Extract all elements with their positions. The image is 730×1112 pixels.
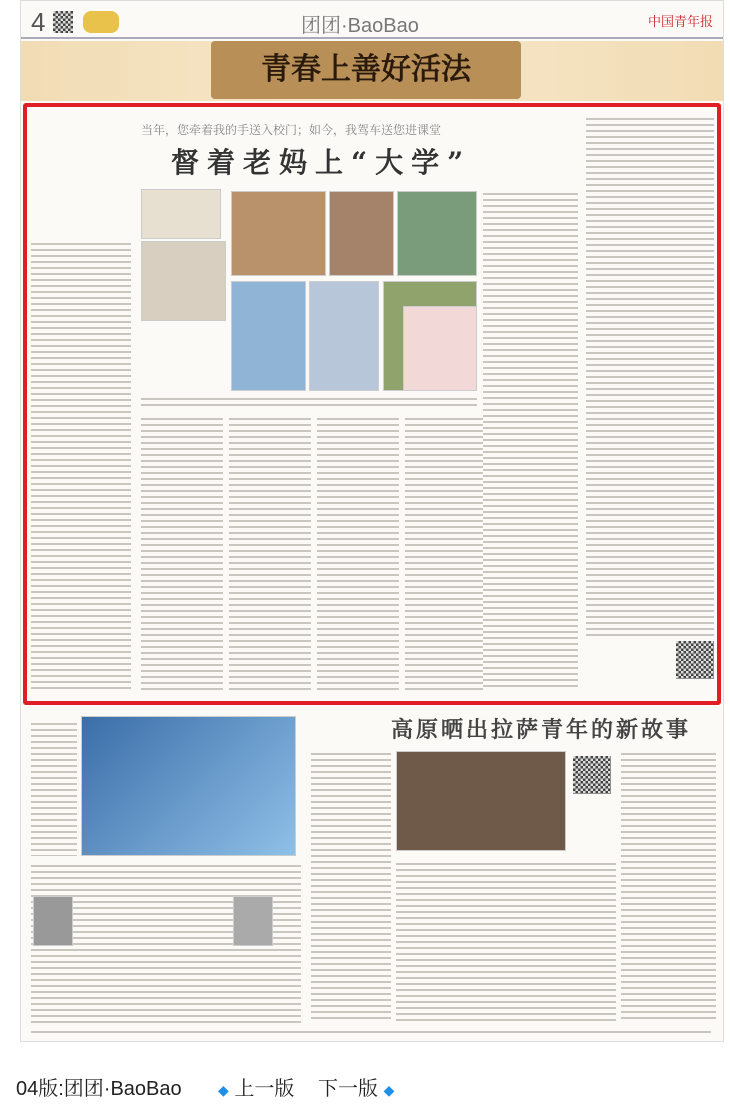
- newspaper-page[interactable]: [20, 0, 724, 1042]
- photo: [309, 281, 379, 391]
- footer: [31, 1029, 711, 1037]
- text-column: [141, 416, 223, 691]
- arrow-left-icon: ◆: [218, 1082, 229, 1098]
- article-headline: 督着老妈上“大学”: [171, 146, 472, 179]
- qr-code: [53, 11, 73, 33]
- photo: [231, 191, 326, 276]
- photo: [141, 241, 226, 321]
- text-column: [229, 416, 311, 691]
- arrow-right-icon: ◆: [383, 1082, 395, 1098]
- masthead: 中国青年报: [647, 15, 713, 30]
- next-page-link[interactable]: [318, 1072, 394, 1101]
- prev-page-link[interactable]: [218, 1072, 294, 1101]
- portrait: [33, 896, 73, 946]
- section-logo: [83, 11, 119, 33]
- divider: [21, 37, 723, 39]
- photo: [231, 281, 306, 391]
- section-title: 团团·BaoBao: [301, 15, 419, 37]
- next-label: 下一版: [318, 1078, 378, 1100]
- text-column: [483, 191, 578, 691]
- text-column: [317, 416, 399, 691]
- article-headline: 高原晒出拉萨青年的新故事: [391, 717, 692, 743]
- text-column: [31, 721, 77, 856]
- qr-code: [573, 756, 611, 794]
- prev-label: 上一版: [234, 1078, 295, 1100]
- photo: [397, 191, 477, 276]
- text-column: [31, 241, 131, 691]
- page-number: 4: [31, 7, 46, 37]
- illustration: [81, 716, 296, 856]
- text-column: [586, 116, 714, 636]
- qr-code: [676, 641, 714, 679]
- current-page-label: 04版:团团·BaoBao: [16, 1078, 182, 1100]
- text-column: [396, 861, 616, 1021]
- article-subtitle: 当年，您牵着我的手送入校门；如今，我驾车送您进课堂: [141, 123, 442, 137]
- text-column: [621, 751, 716, 1021]
- caption: [141, 396, 477, 410]
- banner-title: 青春上善好活法: [211, 41, 521, 99]
- text-column: [311, 751, 391, 1021]
- photo: [396, 751, 566, 851]
- photo: [141, 189, 221, 239]
- text-column: [405, 416, 487, 691]
- illustration: [403, 306, 477, 391]
- portrait: [233, 896, 273, 946]
- photo: [329, 191, 394, 276]
